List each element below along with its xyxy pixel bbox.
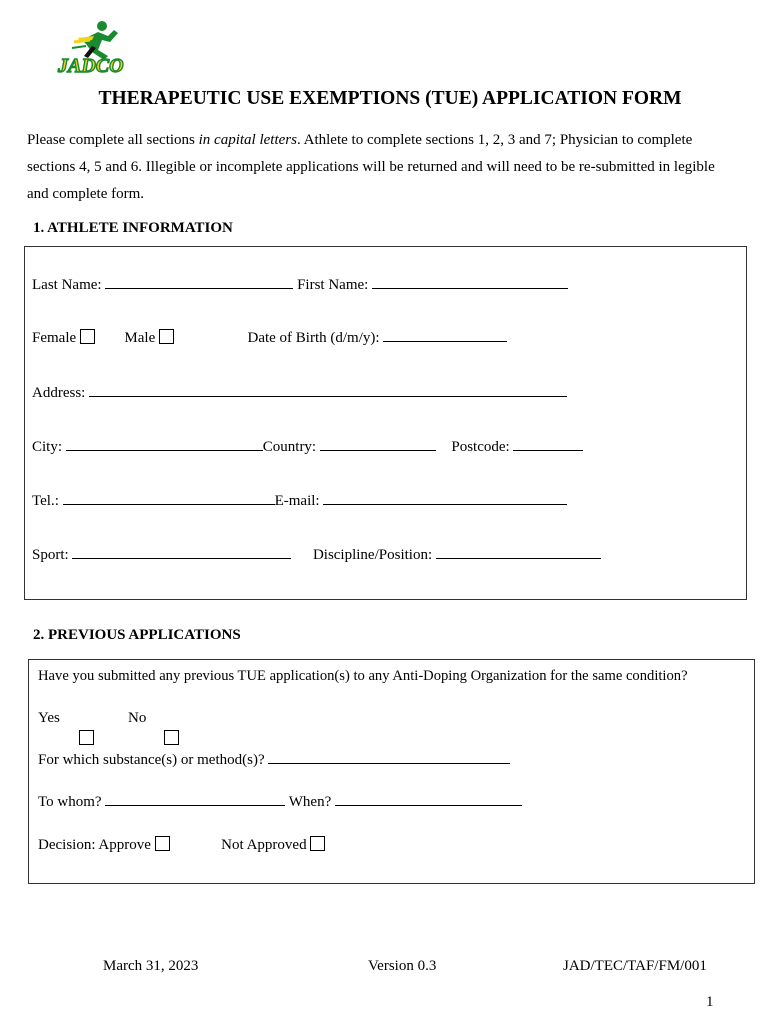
footer-doc-code: JAD/TEC/TAF/FM/001	[563, 958, 707, 974]
form-title: THERAPEUTIC USE EXEMPTIONS (TUE) APPLICATION FORM	[98, 88, 682, 109]
page-number: 1	[706, 994, 714, 1010]
country-label: Country:	[262, 439, 317, 455]
address-field[interactable]	[89, 384, 567, 397]
jadco-logo	[52, 18, 138, 80]
logo-text: JADCO	[58, 55, 124, 77]
last-name-label: Last Name:	[32, 277, 102, 293]
no-label: No	[128, 710, 147, 726]
footer-version: Version 0.3	[368, 958, 437, 974]
female-checkbox[interactable]	[80, 329, 95, 344]
postcode-label: Postcode:	[451, 439, 510, 455]
yes-label: Yes	[38, 710, 60, 726]
decision-approve-label: Decision: Approve	[38, 837, 151, 853]
section2-heading: 2. PREVIOUS APPLICATIONS	[33, 627, 241, 643]
intro-italic-text: in capital letters	[198, 132, 297, 148]
substance-field[interactable]	[268, 751, 510, 764]
email-field[interactable]	[323, 492, 567, 505]
decision-row	[38, 836, 325, 854]
footer-date: March 31, 2023	[103, 958, 199, 974]
country-field[interactable]	[320, 438, 436, 451]
sport-row	[32, 546, 601, 564]
city-label: City:	[32, 439, 63, 455]
to-whom-field[interactable]	[105, 793, 285, 806]
to-whom-row	[38, 793, 522, 811]
city-field[interactable]	[66, 438, 263, 451]
male-checkbox[interactable]	[159, 329, 174, 344]
city-row	[32, 438, 583, 456]
name-row	[32, 276, 568, 294]
when-label: When?	[288, 794, 332, 810]
dob-field[interactable]	[383, 329, 507, 342]
not-approved-checkbox[interactable]	[310, 836, 325, 851]
tel-label: Tel.:	[32, 493, 59, 509]
previous-tue-question: Have you submitted any previous TUE application(s) to any Anti-Doping Organization for the same condition?	[38, 668, 688, 684]
sport-field[interactable]	[72, 546, 291, 559]
address-label: Address:	[32, 385, 86, 401]
first-name-field[interactable]	[372, 276, 568, 289]
when-field[interactable]	[335, 793, 522, 806]
yes-checkbox[interactable]	[79, 730, 94, 745]
address-row	[32, 384, 567, 402]
contact-row	[32, 492, 567, 510]
discipline-label: Discipline/Position:	[312, 547, 433, 563]
to-whom-label: To whom?	[38, 794, 102, 810]
sport-label: Sport:	[32, 547, 69, 563]
gender-dob-row	[32, 329, 507, 347]
no-checkbox[interactable]	[164, 730, 179, 745]
not-approved-label: Not Approved	[221, 837, 307, 853]
intro-text: Please complete all sections	[27, 132, 199, 148]
postcode-field[interactable]	[513, 438, 583, 451]
intro-text-continued: . Athlete to complete sections 1, 2, 3 and 7; Physician to complete sections 4, 5 and 6. Illegible or incomplete applications will be returned and will need to be re-submitted in legible and complete form.	[27, 132, 715, 202]
discipline-field[interactable]	[436, 546, 601, 559]
tel-field[interactable]	[63, 492, 275, 505]
female-label: Female	[32, 330, 77, 346]
approve-checkbox[interactable]	[155, 836, 170, 851]
dob-label: Date of Birth (d/m/y):	[247, 330, 380, 346]
email-label: E-mail:	[274, 493, 320, 509]
last-name-field[interactable]	[105, 276, 293, 289]
section1-heading: 1. ATHLETE INFORMATION	[33, 220, 233, 236]
substance-row	[38, 751, 510, 769]
substance-label: For which substance(s) or method(s)?	[38, 752, 265, 768]
first-name-label: First Name:	[297, 277, 369, 293]
male-label: Male	[124, 330, 156, 346]
instructions	[27, 127, 737, 208]
